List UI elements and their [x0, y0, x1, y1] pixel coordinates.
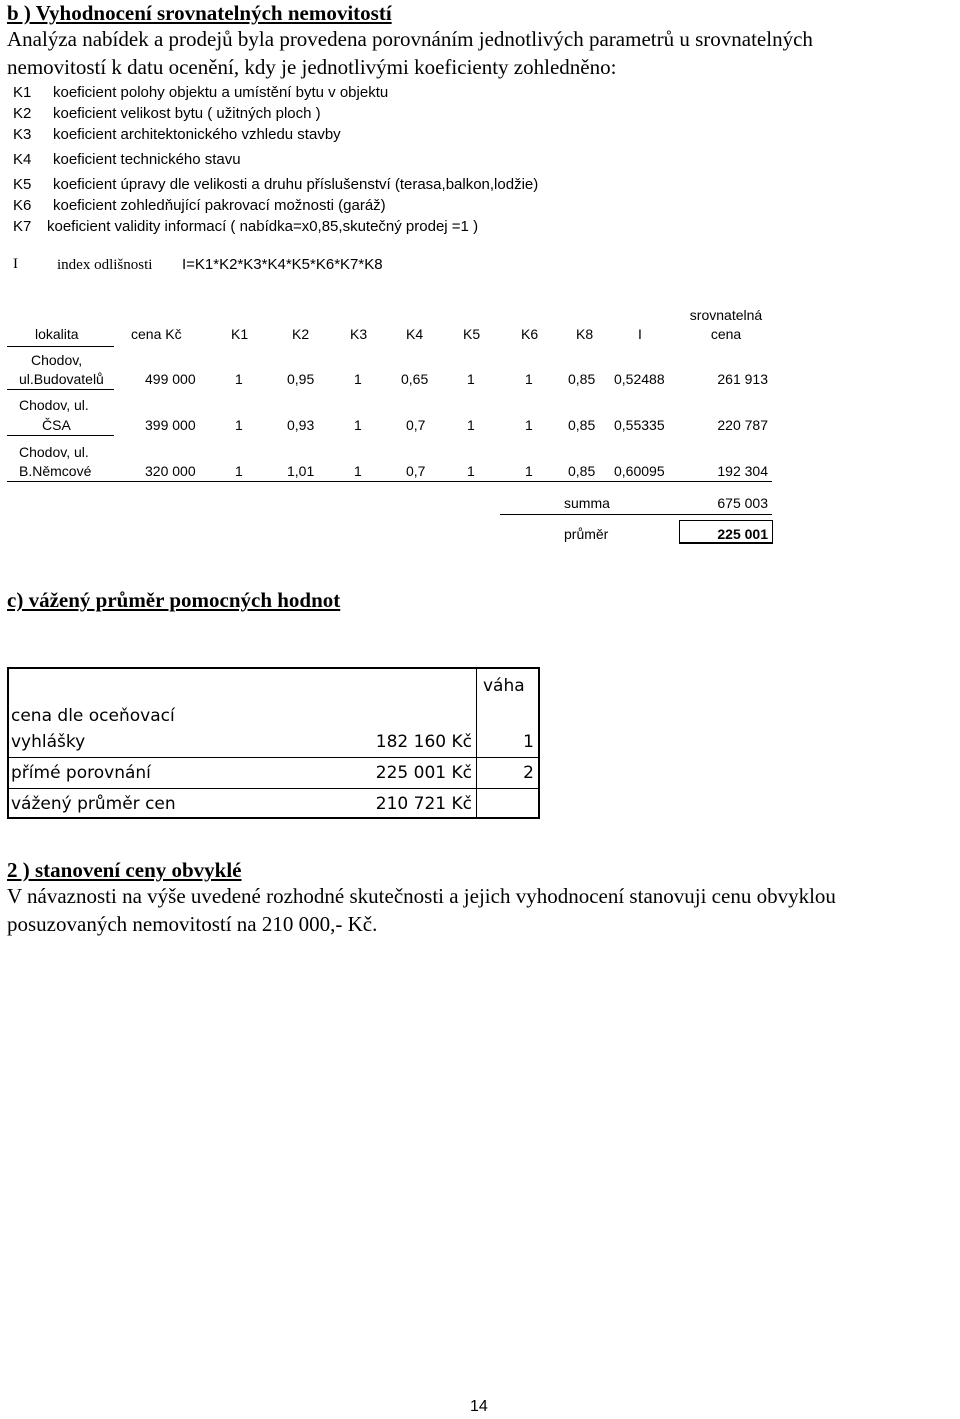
row-location: ČSA [42, 417, 71, 433]
row-result: 192 304 [717, 463, 768, 479]
weight-header: váha [483, 676, 525, 696]
prumer-box-top [679, 520, 773, 521]
index-label: index odlišnosti [57, 257, 153, 273]
coef-code: K6 [13, 197, 32, 214]
coef-text: koeficient zohledňující pakrovací možnosti (garáž) [53, 197, 386, 214]
coef-code: K5 [13, 176, 32, 193]
section-b-heading: b ) Vyhodnocení srovnatelných nemovitostí [7, 1, 392, 25]
coef-code: K2 [13, 105, 32, 122]
wt-row-label: vážený průměr cen [11, 794, 176, 814]
coef-code: K3 [13, 126, 32, 143]
row-k1: 1 [235, 463, 243, 479]
row-k6: 1 [525, 371, 533, 387]
row-index: 0,60095 [614, 463, 665, 479]
row-price: 320 000 [145, 463, 196, 479]
coef-code: K4 [13, 151, 32, 168]
table-rule [7, 481, 772, 482]
coef-text: koeficient úpravy dle velikosti a druhu příslušenství (terasa,balkon,lodžie) [53, 176, 539, 193]
row-price: 499 000 [145, 371, 196, 387]
wt-col-divider [476, 667, 477, 817]
wt-row-weight: 1 [523, 732, 534, 752]
prumer-box-left [679, 520, 680, 544]
row-k3: 1 [354, 371, 362, 387]
coef-code: K7 [13, 218, 32, 235]
page-number: 14 [470, 1398, 488, 1415]
wt-row-label: vyhlášky [11, 732, 86, 752]
coef-text: koeficient architektonického vzhledu stavby [53, 126, 341, 143]
index-formula: I=K1*K2*K3*K4*K5*K6*K7*K8 [182, 256, 383, 273]
row-k2: 1,01 [287, 463, 315, 479]
intro-line-1: Analýza nabídek a prodejů byla provedena porovnáním jednotlivých parametrů u srovnatelných [7, 27, 813, 51]
row-k5: 1 [467, 371, 475, 387]
prumer-box-bottom [679, 542, 773, 544]
conclusion-line-2: posuzovaných nemovitostí na 210 000,- Kč. [7, 912, 378, 936]
summa-label: summa [564, 495, 610, 511]
prumer-label: průměr [564, 526, 609, 542]
row-result: 220 787 [717, 417, 768, 433]
wt-border-right [538, 667, 540, 819]
row-index: 0,55335 [614, 417, 665, 433]
col-header-k4: K4 [406, 326, 424, 342]
col-header-i: I [638, 326, 642, 342]
col-header-cena: cena Kč [131, 326, 182, 342]
conclusion-line-1: V návaznosti na výše uvedené rozhodné skutečnosti a jejich vyhodnocení stanovuji cenu obvyklou [7, 884, 836, 908]
row-k5: 1 [467, 417, 475, 433]
col-header-srovnatelna: srovnatelná [689, 307, 763, 323]
coef-text: koeficient validity informací ( nabídka=x0,85,skutečný prodej =1 ) [47, 218, 479, 235]
wt-border-left [7, 667, 9, 819]
row-location: Chodov, ul. [19, 397, 89, 413]
coef-code: K1 [13, 84, 32, 101]
wt-row-divider [7, 788, 540, 789]
row-k6: 1 [525, 463, 533, 479]
row-k4: 0,65 [401, 371, 429, 387]
table-rule [7, 389, 114, 390]
prumer-value: 225 001 [717, 526, 768, 542]
row-k6: 1 [525, 417, 533, 433]
row-k3: 1 [354, 417, 362, 433]
col-header-k8: K8 [576, 326, 594, 342]
row-k8: 0,85 [568, 463, 596, 479]
col-header-k1: K1 [231, 326, 249, 342]
row-result: 261 913 [717, 371, 768, 387]
col-header-k5: K5 [463, 326, 481, 342]
row-location: Chodov, [31, 352, 83, 368]
wt-row-value: 225 001 Kč [375, 763, 472, 783]
wt-border-top [7, 667, 540, 669]
row-price: 399 000 [145, 417, 196, 433]
col-header-k3: K3 [350, 326, 368, 342]
section-c-heading: c) vážený průměr pomocných hodnot [7, 588, 341, 612]
wt-row-weight: 2 [523, 763, 534, 783]
col-header-k6: K6 [521, 326, 539, 342]
wt-row-label: cena dle oceňovací [11, 706, 175, 726]
index-code: I [13, 256, 18, 272]
row-k2: 0,95 [287, 371, 315, 387]
row-k1: 1 [235, 417, 243, 433]
row-k8: 0,85 [568, 417, 596, 433]
coef-text: koeficient technického stavu [53, 151, 241, 168]
col-header-lokalita: lokalita [35, 326, 79, 342]
row-k1: 1 [235, 371, 243, 387]
wt-row-divider [7, 757, 540, 758]
coef-text: koeficient polohy objektu a umístění bytu v objektu [53, 84, 389, 101]
row-k2: 0,93 [287, 417, 315, 433]
wt-row-value: 182 160 Kč [375, 732, 472, 752]
row-k4: 0,7 [406, 417, 426, 433]
row-k4: 0,7 [406, 463, 426, 479]
row-k8: 0,85 [568, 371, 596, 387]
wt-row-value: 210 721 Kč [375, 794, 472, 814]
row-k3: 1 [354, 463, 362, 479]
wt-border-bottom [7, 817, 540, 819]
section-2-heading: 2 ) stanovení ceny obvyklé [7, 858, 242, 882]
row-index: 0,52488 [614, 371, 665, 387]
table-rule [7, 346, 114, 347]
wt-row-label: přímé porovnání [11, 763, 151, 783]
row-location: B.Němcové [19, 463, 92, 479]
table-rule [7, 435, 114, 436]
prumer-box-right [772, 520, 773, 544]
intro-line-2: nemovitostí k datu ocenění, kdy je jednotlivými koeficienty zohledněno: [7, 55, 617, 79]
row-location: Chodov, ul. [19, 444, 89, 460]
row-k5: 1 [467, 463, 475, 479]
summa-value: 675 003 [717, 495, 768, 511]
coef-text: koeficient velikost bytu ( užitných ploch ) [53, 105, 321, 122]
col-header-k2: K2 [292, 326, 310, 342]
summa-rule [500, 514, 772, 515]
col-header-cena2: cena [710, 326, 742, 342]
row-location: ul.Budovatelů [19, 371, 104, 387]
